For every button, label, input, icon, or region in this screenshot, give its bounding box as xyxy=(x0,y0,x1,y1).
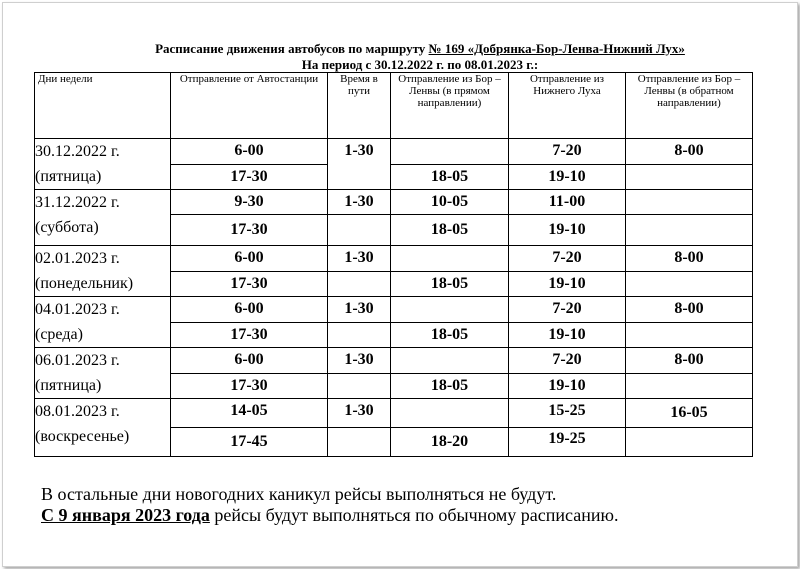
bor-back-time xyxy=(626,190,753,215)
day-date: 06.01.2023 г. xyxy=(35,352,120,369)
nizhny-time: 7-20 xyxy=(509,139,626,165)
document-page xyxy=(2,2,798,567)
bor-forward-time: 18-20 xyxy=(391,428,509,457)
station-time: 17-30 xyxy=(171,322,328,348)
table-row xyxy=(35,190,753,215)
table-row xyxy=(35,399,753,428)
travel-time: 1-30 xyxy=(328,297,391,323)
nizhny-time: 19-10 xyxy=(509,373,626,399)
note-date-highlight: С 9 января 2023 года xyxy=(41,505,210,525)
bor-forward-time xyxy=(391,139,509,165)
nizhny-time: 15-25 xyxy=(509,399,626,428)
day-cell xyxy=(35,348,171,399)
bor-forward-time: 18-05 xyxy=(391,164,509,190)
bor-back-time xyxy=(626,322,753,348)
header-depart-station: Отправление от Автостанции xyxy=(171,73,328,139)
header-depart-bor-forward: Отправление из Бор – Ленвы (в прямом направлении) xyxy=(391,73,509,139)
travel-time: 1-30 xyxy=(328,348,391,374)
bor-back-time xyxy=(626,271,753,297)
nizhny-time: 7-20 xyxy=(509,348,626,374)
bor-back-time: 8-00 xyxy=(626,297,753,323)
day-date: 31.12.2022 г. xyxy=(35,194,120,211)
bor-forward-time xyxy=(391,297,509,323)
note-no-trips: В остальные дни новогодних каникул рейсы выполняться не будут. xyxy=(41,484,557,504)
station-time: 6-00 xyxy=(171,297,328,323)
nizhny-time: 19-10 xyxy=(509,271,626,297)
day-date: 02.01.2023 г. xyxy=(35,250,120,267)
nizhny-time: 19-10 xyxy=(509,322,626,348)
travel-time: 1-30 xyxy=(328,190,391,215)
schedule-title xyxy=(3,41,797,57)
day-cell xyxy=(35,190,171,246)
station-time: 17-30 xyxy=(171,215,328,246)
travel-time xyxy=(328,271,391,297)
travel-time: 1-30 xyxy=(328,246,391,272)
note-rest: рейсы будут выполняться по обычному расписанию. xyxy=(209,505,619,525)
station-time: 17-30 xyxy=(171,164,328,190)
header-depart-nizhny: Отправление из Нижнего Луха xyxy=(509,73,626,139)
day-weekday: (пятница) xyxy=(35,377,102,394)
station-time: 9-30 xyxy=(171,190,328,215)
bor-back-time xyxy=(626,428,753,457)
station-time: 14-05 xyxy=(171,399,328,428)
route-name: № 169 «Добрянка-Бор-Ленва-Нижний Лух» xyxy=(428,41,685,56)
day-weekday: (среда) xyxy=(35,326,83,343)
bor-back-time: 8-00 xyxy=(626,139,753,165)
station-time: 6-00 xyxy=(171,139,328,165)
nizhny-time: 7-20 xyxy=(509,246,626,272)
nizhny-time: 19-10 xyxy=(509,164,626,190)
table-row xyxy=(35,139,753,165)
bor-forward-time xyxy=(391,399,509,428)
bor-back-time: 16-05 xyxy=(626,399,753,428)
travel-time: 1-30 xyxy=(328,399,391,428)
day-cell xyxy=(35,139,171,190)
station-time: 6-00 xyxy=(171,246,328,272)
bor-forward-time: 10-05 xyxy=(391,190,509,215)
bor-forward-time xyxy=(391,246,509,272)
bor-back-time: 8-00 xyxy=(626,246,753,272)
day-date: 04.01.2023 г. xyxy=(35,301,120,318)
schedule-period: На период с 30.12.2022 г. по 08.01.2023 г.: xyxy=(301,57,539,72)
bor-back-time xyxy=(626,373,753,399)
bor-forward-time: 18-05 xyxy=(391,215,509,246)
bor-forward-time: 18-05 xyxy=(391,322,509,348)
table-row xyxy=(35,348,753,374)
day-weekday: (суббота) xyxy=(35,219,99,236)
bor-forward-time: 18-05 xyxy=(391,271,509,297)
bor-forward-time xyxy=(391,348,509,374)
day-date: 30.12.2022 г. xyxy=(35,143,120,160)
nizhny-time: 7-20 xyxy=(509,297,626,323)
day-weekday: (понедельник) xyxy=(35,275,134,292)
day-weekday: (воскресенье) xyxy=(35,428,130,445)
bor-back-time: 8-00 xyxy=(626,348,753,374)
nizhny-time: 19-25 xyxy=(509,428,626,457)
schedule-table xyxy=(34,72,753,457)
station-time: 6-00 xyxy=(171,348,328,374)
station-time: 17-30 xyxy=(171,373,328,399)
header-travel-time: Время в пути xyxy=(328,73,391,139)
table-header-row xyxy=(35,73,753,139)
travel-time xyxy=(328,373,391,399)
table-row xyxy=(35,297,753,323)
station-time: 17-30 xyxy=(171,271,328,297)
day-cell xyxy=(35,399,171,457)
travel-time xyxy=(328,215,391,246)
header-depart-bor-back: Отправление из Бор – Ленвы (в обратном направлении) xyxy=(626,73,753,139)
table-row xyxy=(35,246,753,272)
day-cell xyxy=(35,297,171,348)
day-cell xyxy=(35,246,171,297)
bor-forward-time: 18-05 xyxy=(391,373,509,399)
title-prefix: Расписание движения автобусов по маршруту xyxy=(155,41,429,56)
header-day: Дни недели xyxy=(35,73,171,139)
bor-back-time xyxy=(626,215,753,246)
note-regular-schedule xyxy=(41,504,618,526)
day-weekday: (пятница) xyxy=(35,168,102,185)
station-time: 17-45 xyxy=(171,428,328,457)
nizhny-time: 11-00 xyxy=(509,190,626,215)
day-date: 08.01.2023 г. xyxy=(35,403,120,420)
travel-time xyxy=(328,322,391,348)
travel-time xyxy=(328,428,391,457)
nizhny-time: 19-10 xyxy=(509,215,626,246)
travel-time: 1-30 xyxy=(328,139,391,190)
bor-back-time xyxy=(626,164,753,190)
